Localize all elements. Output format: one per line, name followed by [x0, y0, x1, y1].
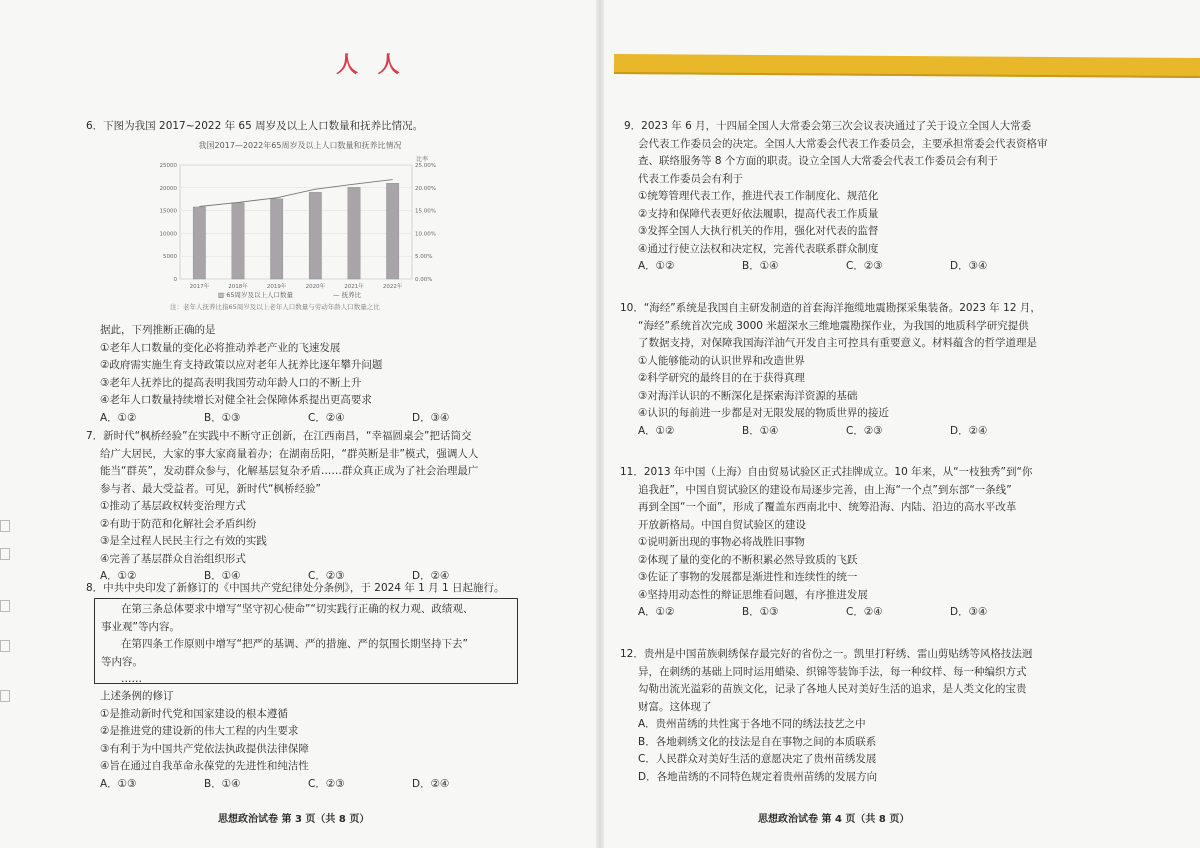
stem-line: 异，在刺绣的基础上同时运用蜡染、织锦等装饰手法，每一种纹样、每一种编织方式 [638, 665, 1027, 678]
item: ④旨在通过自我革命永葆党的先进性和纯洁性 [100, 760, 309, 772]
option-c[interactable]: C．②③ [308, 777, 345, 790]
stem-line: 开放新格局。中国自贸试验区的建设 [638, 518, 806, 531]
y-axis-right-label: 比率 [416, 156, 429, 163]
choice-d[interactable]: D．各地苗绣的不同特色规定着贵州苗绣的发展方向 [638, 770, 878, 783]
item: ③是全过程人民民主行之有效的实践 [100, 535, 267, 547]
choice-b[interactable]: B．各地刺绣文化的技法是自在事物之间的本质联系 [638, 735, 877, 748]
choice-a[interactable]: A．贵州苗绣的共性寓于各地不同的绣法技艺之中 [638, 718, 866, 730]
option-a[interactable]: A．①② [638, 606, 675, 618]
stem-line: 9．2023 年 6 月，十四届全国人大常委会第三次会议表决通过了关于设立全国人大常委 [624, 120, 1032, 132]
option-c[interactable]: C．②④ [846, 606, 883, 618]
stem-line: 会代表工作委员会的决定。全国人大常委会代表工作委员会，主要承担常委会代表资格审 [638, 137, 1048, 150]
stem-line: 7．新时代“枫桥经验”在实践中不断守正创新，在江西南昌，“幸福圆桌会”把话筒交 [86, 430, 472, 442]
legend-bars: ▥ 65周岁及以上人口数量 [218, 291, 293, 299]
stem-line: 12．贵州是中国苗族刺绣保存最完好的省份之一。凯里打籽绣、雷山剪贴绣等风格技法迥 [620, 648, 1033, 660]
stem-line: 10．“海经”系统是我国自主研发制造的首套海洋拖缆地震勘探采集装备。2023 年 12 月， [620, 302, 1041, 314]
option-b[interactable]: B．①④ [742, 424, 779, 437]
option-b[interactable]: B．①④ [204, 777, 241, 790]
stem-line: 参与者、最大受益者。可见，新时代“枫桥经验” [100, 482, 321, 495]
x-tick-label: 2019年 [266, 284, 287, 290]
item: ①说明新出现的事物必将战胜旧事物 [638, 536, 805, 548]
bar [348, 187, 360, 279]
x-tick-label: 2021年 [344, 284, 364, 290]
x-tick-label: 2017年 [189, 284, 210, 290]
stem-line: 给广大居民，大家的事大家商量着办；在湖南岳阳，“群英断是非”模式，强调人人 [100, 447, 479, 460]
option-a[interactable]: A．①③ [100, 777, 137, 790]
option-b[interactable]: B．①③ [742, 606, 779, 618]
item: ①老年人口数量的变化必将推动养老产业的飞速发展 [100, 341, 341, 354]
y-tick-label: 25000 [159, 163, 177, 169]
options-row [620, 423, 1054, 441]
bar [193, 207, 205, 279]
option-a[interactable]: A．①② [100, 570, 137, 582]
question-6-stem: 6．下图为我国 2017~2022 年 65 周岁及以上人口数量和抚养比情况。 [86, 120, 424, 132]
stem-line: 查、联络服务等 8 个方面的职责。设立全国人大常委会代表工作委员会有利于 [638, 155, 998, 167]
options-row [624, 258, 1054, 276]
item: ①推动了基层政权转变治理方式 [100, 500, 246, 512]
stem-line: 代表工作委员会有利于 [638, 172, 743, 185]
item: ④坚持用动态性的辩证思维看问题，有序推进发展 [638, 588, 868, 601]
item: ④通过行使立法权和决定权，完善代表联系群众制度 [638, 242, 879, 255]
item: ④老年人口数量持续增长对健全社会保障体系提出更高要求 [100, 394, 372, 406]
options-row [100, 776, 516, 794]
option-d[interactable]: D．②④ [412, 570, 450, 582]
question-6-body [100, 322, 516, 427]
y-tick-label: 10000 [159, 231, 177, 238]
option-d[interactable]: D．③④ [950, 260, 988, 272]
option-c[interactable]: C．②③ [846, 260, 883, 272]
option-c[interactable]: C．②③ [846, 424, 883, 437]
question-11 [620, 464, 1054, 622]
stem-line: 了数据支持，对保障我国海洋油气开发自主可控具有重要意义。材料蕴含的哲学道理是 [638, 337, 1037, 349]
page-footer: 思想政治试卷 第 3 页（共 8 页） [218, 814, 370, 825]
question-intro: 据此，下列推断正确的是 [100, 324, 216, 336]
stem-line: 再到全国“一个面”，形成了覆盖东西南北中、统筹沿海、内陆、沿边的高水平改革 [638, 501, 1017, 513]
option-d[interactable]: D．②④ [412, 777, 450, 790]
option-d[interactable]: D．③④ [950, 606, 988, 618]
question-8-stem: 8．中共中央印发了新修订的《中国共产党纪律处分条例》，于 2024 年 1 月 1 日起施行。 [86, 582, 505, 594]
right-page [600, 0, 1200, 848]
box-line: …… [121, 673, 142, 685]
regulation-box [94, 598, 518, 684]
item: ③有利于为中国共产党依法执政提供法律保障 [100, 742, 309, 755]
option-d[interactable]: D．②④ [950, 424, 988, 437]
options-row [100, 410, 516, 428]
stem-line: 财富。这体现了 [638, 700, 712, 713]
plot-frame [180, 165, 412, 279]
box-line: 在第四条工作原则中增写“把严的基调、严的措施、严的氛围长期坚持下去” [121, 638, 468, 650]
bar [232, 203, 244, 279]
y-tick-label-right: 0.00% [415, 277, 433, 283]
option-b[interactable]: B．①④ [742, 260, 779, 272]
question-10 [620, 300, 1054, 440]
item: ③佐证了事物的发展都是渐进性和连续性的统一 [638, 571, 858, 583]
y-tick-label-right: 25.00% [415, 163, 436, 169]
item: ③发挥全国人大执行机关的作用，强化对代表的监督 [638, 225, 879, 237]
question-9 [624, 118, 1054, 276]
y-tick-label: 15000 [159, 208, 177, 215]
item: ④认识的每前进一步都是对无限发展的物质世界的接近 [638, 407, 889, 419]
item: ②科学研究的最终目的在于获得真理 [638, 372, 805, 384]
x-tick-label: 2018年 [228, 284, 248, 290]
stem-line: 勾勒出流光溢彩的苗族文化，记录了各地人民对美好生活的追求，是人类文化的宝贵 [638, 683, 1027, 695]
question-7 [86, 428, 516, 586]
item: ③对海洋认识的不断深化是探索海洋资源的基础 [638, 389, 858, 402]
y-tick-label: 5000 [163, 254, 177, 261]
box-line: 事业观”等内容。 [101, 620, 180, 633]
box-line: 等内容。 [101, 655, 143, 668]
chart-svg [150, 151, 450, 301]
y-tick-label-right: 10.00% [415, 231, 436, 238]
ratio-line [199, 180, 392, 207]
question-intro: 上述条例的修订 [100, 690, 174, 702]
item: ③老年人抚养比的提高表明我国劳动年龄人口的不断上升 [100, 376, 362, 389]
option-a[interactable]: A．①② [638, 424, 675, 437]
item: ②支持和保障代表更好依法履职，提高代表工作质量 [638, 207, 879, 220]
choice-c[interactable]: C．人民群众对美好生活的意愿决定了贵州苗绣发展 [638, 753, 877, 765]
option-b[interactable]: B．①④ [204, 570, 241, 582]
y-tick-label-right: 15.00% [415, 208, 436, 215]
option-a[interactable]: A．①② [638, 260, 675, 272]
bar [386, 183, 398, 279]
option-d[interactable]: D．③④ [412, 411, 450, 424]
item: ②体现了量的变化的不断积累必然导致质的飞跃 [638, 553, 858, 566]
item: ②是推进党的建设新的伟大工程的内生要求 [100, 725, 299, 737]
box-line: 在第三条总体要求中增写“坚守初心使命”“切实践行正确的权力观、政绩观、 [121, 603, 474, 615]
bar [309, 192, 321, 279]
y-tick-label: 0 [173, 277, 177, 283]
chart-legend [218, 290, 361, 299]
chart-note: 注：老年人抚养比指65周岁及以上老年人口数量与劳动年龄人口数量之比 [170, 303, 380, 311]
item: ②政府需实施生育支持政策以应对老年人抚养比逐年攀升问题 [100, 359, 383, 371]
red-ink-mark: 人 人 [336, 53, 406, 78]
x-tick-label: 2022年 [382, 284, 403, 290]
options-row [620, 604, 1054, 622]
option-b[interactable]: B．①③ [204, 411, 241, 424]
item: ②有助于防范和化解社会矛盾纠纷 [100, 517, 257, 530]
item: ①是推动新时代党和国家建设的根本遵循 [100, 707, 288, 720]
y-tick-label: 20000 [159, 185, 177, 192]
stem-line: 11．2013 年中国（上海）自由贸易试验区正式挂牌成立。10 年来，从“一枝独秀”到“你 [620, 466, 1033, 478]
y-tick-label-right: 20.00% [415, 185, 436, 192]
stem-line: 能当“群英”，发动群众参与，化解基层复杂矛盾……群众真正成为了社会治理最广 [100, 465, 479, 477]
option-c[interactable]: C．②④ [308, 411, 345, 424]
question-8-body [100, 688, 516, 793]
x-tick-label: 2020年 [305, 284, 326, 290]
page-footer: 思想政治试卷 第 4 页（共 8 页） [758, 814, 910, 825]
bar [270, 199, 282, 279]
legend-line: — 抚养比 [333, 291, 362, 299]
item: ④完善了基层群众自治组织形式 [100, 552, 246, 565]
stem-line: “海经”系统首次完成 3000 米超深水三维地震勘探作业，为我国的地质科学研究提供 [638, 319, 1029, 332]
question-12 [620, 646, 1032, 786]
y-tick-label-right: 5.00% [415, 254, 433, 261]
chart-title: 我国2017—2022年65周岁及以上人口数量和抚养比情况 [198, 141, 402, 150]
item: ①统筹管理代表工作，推进代表工作制度化、规范化 [638, 190, 879, 202]
option-c[interactable]: C．②③ [308, 570, 345, 582]
item: ①人能够能动的认识世界和改造世界 [638, 354, 805, 367]
option-a[interactable]: A．①② [100, 411, 137, 424]
stem-line: 追我赶”，中国自贸试验区的建设布局逐步完善，由上海“一个点”到东部“一条线” [638, 483, 1012, 496]
